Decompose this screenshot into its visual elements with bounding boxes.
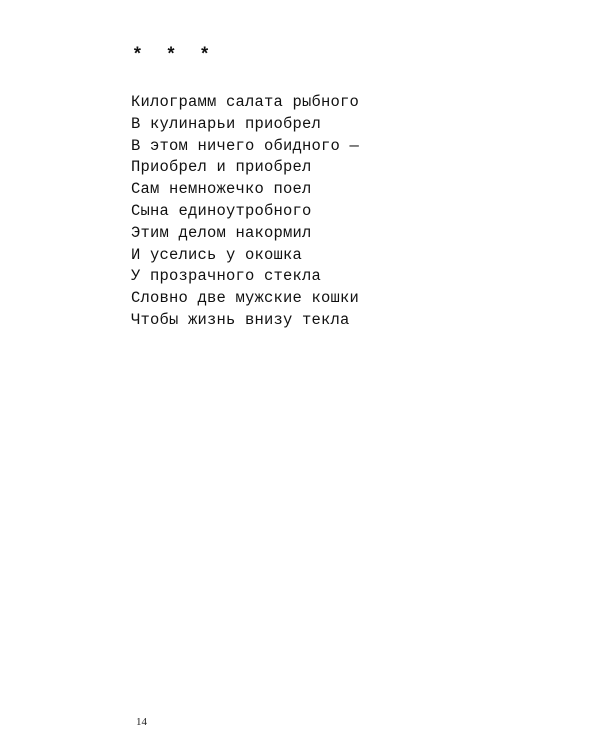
poem-line: Килограмм салата рыбного (131, 93, 360, 111)
poem-line: Сына единоутробного (131, 201, 312, 220)
poem-line: У прозрачного стекла (131, 267, 322, 286)
poem-line: Чтобы жизнь внизу текла (131, 310, 350, 329)
poem (131, 92, 359, 332)
poem-line: Приобрел и приобрел (131, 158, 312, 177)
poem-line: И уселись у окошка (131, 245, 303, 264)
poem-line: В кулинарьи приобрел (131, 114, 322, 133)
page-number: 14 (136, 716, 147, 728)
poem-line: В этом ничего обидного — (131, 136, 360, 155)
poem-line: Этим делом накормил (131, 223, 312, 242)
poem-line: Словно две мужские кошки (131, 289, 360, 308)
poem-line: Сам немножечко поел (131, 180, 312, 199)
section-asterisks: * * * (132, 46, 217, 66)
